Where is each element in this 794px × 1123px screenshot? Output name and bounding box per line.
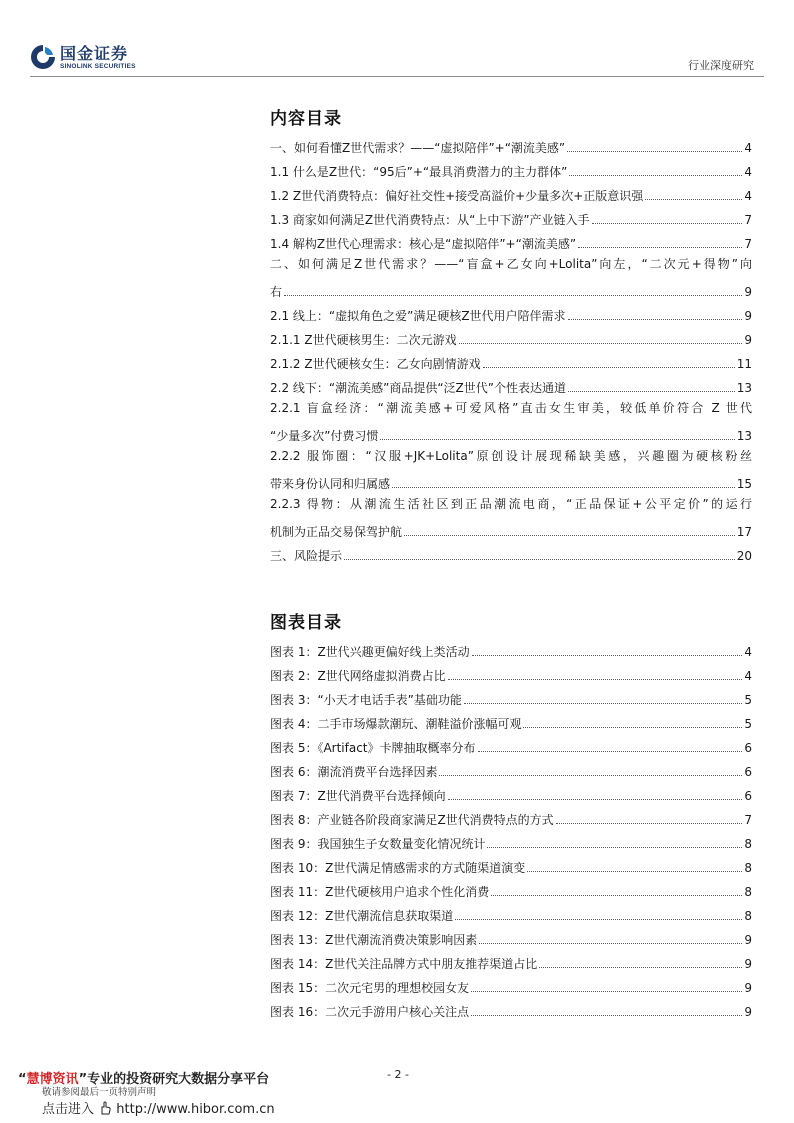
toc-entry[interactable]: 2.1.2 Z世代硬核女生：乙女向剧情游戏 11 bbox=[270, 357, 752, 371]
toc-entry-multiline[interactable]: 2.2.2 服饰圈：“汉服+JK+Lolita”原创设计展现稀缺美感，兴趣圈为硬核粉丝 带来身份认同和归属感 15 bbox=[270, 449, 752, 491]
toc-entry[interactable]: 1.4 解构Z世代心理需求：核心是“虚拟陪伴”+“潮流美感” 7 bbox=[270, 237, 752, 251]
figure-entry[interactable]: 图表 14：Z世代关注品牌方式中朋友推荐渠道占比 9 bbox=[270, 957, 752, 971]
figure-entry[interactable]: 图表 10：Z世代满足情感需求的方式随渠道演变 8 bbox=[270, 861, 752, 875]
figure-entry[interactable]: 图表 4：二手市场爆款潮玩、潮鞋溢价涨幅可观 5 bbox=[270, 717, 752, 731]
toc-entry[interactable]: 一、如何看懂Z世代需求？——“虚拟陪伴”+“潮流美感” 4 bbox=[270, 141, 752, 155]
figure-entry[interactable]: 图表 6：潮流消费平台选择因素 6 bbox=[270, 765, 752, 779]
sinolink-logo-icon bbox=[30, 44, 56, 70]
hibor-advert: “慧博资讯”专业的投资研究大数据分享平台 bbox=[18, 1072, 270, 1087]
figures-list bbox=[270, 636, 752, 1020]
figure-entry[interactable]: 图表 9：我国独生子女数量变化情况统计 8 bbox=[270, 837, 752, 851]
toc-entry[interactable]: 2.2 线下：“潮流美感”商品提供“泛Z世代”个性表达通道 13 bbox=[270, 381, 752, 395]
figure-entry[interactable]: 图表 11：Z世代硬核用户追求个性化消费 8 bbox=[270, 885, 752, 899]
logo-chinese-name: 国金证券 bbox=[60, 43, 129, 63]
toc-entry[interactable]: 1.2 Z世代消费特点：偏好社交性+接受高溢价+少量多次+正版意识强 4 bbox=[270, 189, 752, 203]
page-number: - 2 - bbox=[387, 1068, 409, 1081]
figure-entry[interactable]: 图表 1：Z世代兴趣更偏好线上类活动 4 bbox=[270, 645, 752, 659]
contents-list bbox=[270, 132, 752, 564]
disclaimer-note: 敬请参阅最后一页特别声明 bbox=[42, 1087, 157, 1098]
pointer-hand-icon bbox=[98, 1101, 112, 1115]
toc-entry-multiline[interactable]: 2.2.3 得物：从潮流生活社区到正品潮流电商，“正品保证+公平定价”的运行 机制为正品交易保驾护航 17 bbox=[270, 497, 752, 539]
toc-entry-multiline[interactable]: 2.2.1 盲盒经济：“潮流美感+可爱风格”直击女生审美，较低单价符合 Z 世代 “少量多次”付费习惯 13 bbox=[270, 401, 752, 443]
hibor-brand: 慧博资讯 bbox=[26, 1072, 79, 1087]
report-type-label: 行业深度研究 bbox=[688, 59, 754, 72]
toc-entry[interactable]: 1.3 商家如何满足Z世代消费特点：从“上中下游”产业链入手 7 bbox=[270, 213, 752, 227]
figure-entry[interactable]: 图表 13：Z世代潮流消费决策影响因素 9 bbox=[270, 933, 752, 947]
figure-entry[interactable]: 图表 7：Z世代消费平台选择倾向 6 bbox=[270, 789, 752, 803]
toc-entry-multiline[interactable]: 二、如何满足Z世代需求？——“盲盒+乙女向+Lolita”向左，“二次元+得物”向 右 9 bbox=[270, 257, 752, 299]
company-logo bbox=[30, 44, 136, 70]
page-header bbox=[0, 0, 794, 80]
contents-title: 内容目录 bbox=[270, 109, 342, 129]
figures-title: 图表目录 bbox=[270, 613, 342, 633]
toc-entry[interactable]: 1.1 什么是Z世代：“95后”+“最具消费潜力的主力群体” 4 bbox=[270, 165, 752, 179]
figure-entry[interactable]: 图表 8：产业链各阶段商家满足Z世代消费特点的方式 7 bbox=[270, 813, 752, 827]
figure-entry[interactable]: 图表 15：二次元宅男的理想校园女友 9 bbox=[270, 981, 752, 995]
figure-entry[interactable]: 图表 2：Z世代网络虚拟消费占比 4 bbox=[270, 669, 752, 683]
figure-entry[interactable]: 图表 5：《Artifact》卡牌抽取概率分布 6 bbox=[270, 741, 752, 755]
figure-entry[interactable]: 图表 3：“小天才电话手表”基础功能 5 bbox=[270, 693, 752, 707]
header-divider bbox=[30, 76, 764, 77]
toc-entry[interactable]: 2.1 线上：“虚拟角色之爱”满足硬核Z世代用户陪伴需求 9 bbox=[270, 309, 752, 323]
figure-entry[interactable]: 图表 16：二次元手游用户核心关注点 9 bbox=[270, 1005, 752, 1019]
toc-entry[interactable]: 2.1.1 Z世代硬核男生：二次元游戏 9 bbox=[270, 333, 752, 347]
logo-english-name: SINOLINK SECURITIES bbox=[60, 62, 136, 70]
figure-entry[interactable]: 图表 12：Z世代潮流信息获取渠道 8 bbox=[270, 909, 752, 923]
hibor-link[interactable]: 点击进入 http://www.hibor.com.cn bbox=[42, 1102, 275, 1117]
toc-entry[interactable]: 三、风险提示 20 bbox=[270, 549, 752, 563]
